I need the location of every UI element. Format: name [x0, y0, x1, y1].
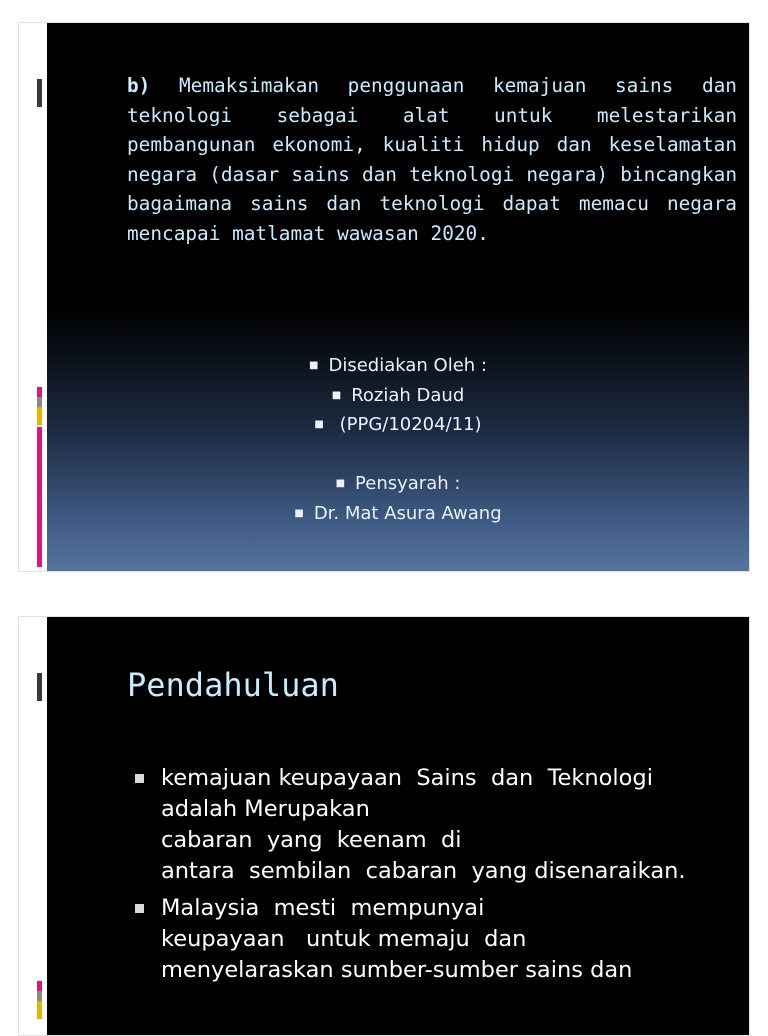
- bullet-item: [133, 893, 733, 986]
- credit-spacer: [47, 440, 749, 470]
- slide-deco-bar-pink-long: [37, 427, 42, 567]
- bullet-line: kemajuan keupayaan Sains dan Teknologi: [161, 765, 653, 791]
- credit-line: [47, 381, 749, 411]
- slide-deco-bar-top: [37, 673, 42, 701]
- credits-block: [47, 351, 749, 528]
- slide-deco-bar-pink: [37, 387, 42, 397]
- square-bullet-icon: ■: [335, 478, 346, 489]
- slide-deco-bar-gold: [37, 407, 42, 425]
- credit-line: [47, 469, 749, 499]
- credit-author-id: (PPG/10204/11): [333, 414, 482, 435]
- slide-2: [18, 616, 750, 1036]
- credit-line: [47, 499, 749, 529]
- slide-deco-bar-top: [37, 79, 42, 107]
- bullet-line: keupayaan untuk memaju dan: [161, 926, 527, 952]
- bullet-line: Malaysia mesti mempunyai: [161, 895, 485, 921]
- slide-1: [18, 22, 750, 572]
- question-label: b): [127, 74, 151, 97]
- credit-line: [47, 410, 749, 440]
- slide-title: Pendahuluan: [127, 666, 339, 704]
- bullet-line: antara sembilan cabaran yang disenaraikan.: [161, 858, 686, 884]
- bullet-line: adalah Merupakan: [161, 796, 370, 822]
- slide-deco-bar-grey: [37, 397, 42, 407]
- question-body: Memaksimakan penggunaan kemajuan sains dan teknologi sebagai alat untuk melestarikan pembangunan ekonomi, kualiti hidup dan keselamatan negara (dasar sains dan teknologi negara) bincangkan bagaimana sains dan teknologi dapat memacu negara mencapai matlamat wawasan 2020.: [127, 74, 737, 245]
- square-bullet-icon: ■: [314, 419, 324, 430]
- slide-deco-bar-pink: [37, 981, 42, 991]
- slide-deco-bar-gold: [37, 1001, 42, 1019]
- square-bullet-icon: ■: [309, 360, 319, 371]
- slide-2-body: [47, 617, 749, 1035]
- square-bullet-icon: [135, 774, 144, 783]
- bullet-list: [133, 763, 733, 992]
- credit-line: [47, 351, 749, 381]
- slide-1-body: [47, 23, 749, 571]
- bullet-line: cabaran yang keenam di: [161, 827, 462, 853]
- bullet-item: [133, 763, 733, 887]
- square-bullet-icon: ■: [294, 507, 304, 519]
- credit-lecturer-name: Dr. Mat Asura Awang: [313, 502, 502, 524]
- square-bullet-icon: ■: [331, 389, 342, 401]
- slide-deco-bar-grey: [37, 991, 42, 1001]
- credit-lecturer-label: Pensyarah :: [355, 473, 461, 494]
- credit-author-name: Roziah Daud: [351, 384, 465, 406]
- credit-prepared-by-label: Disediakan Oleh :: [328, 355, 487, 376]
- square-bullet-icon: [135, 904, 144, 913]
- bullet-line: menyelaraskan sumber-sumber sains dan: [161, 957, 633, 983]
- question-text: [127, 71, 737, 248]
